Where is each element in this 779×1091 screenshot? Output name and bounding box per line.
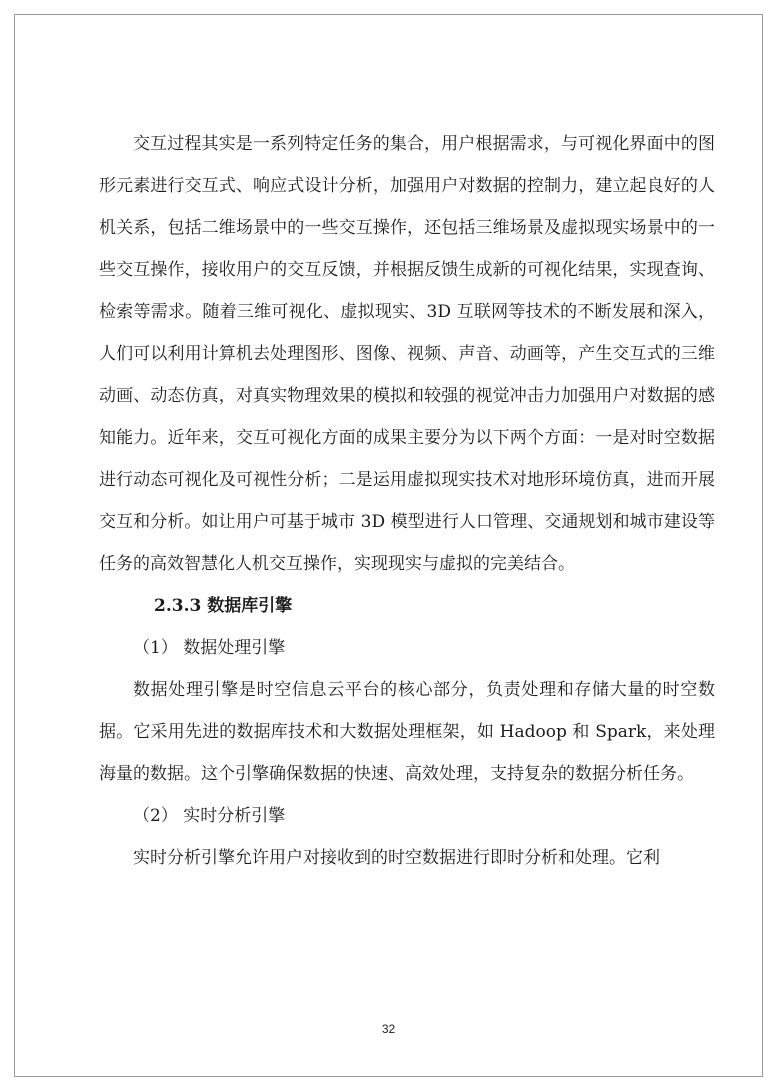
section-heading: 2.3.3 数据库引擎	[154, 596, 293, 616]
paragraph-realtime-analysis: 实时分析引擎允许用户对接收到的时空数据进行即时分析和处理。它利	[133, 848, 660, 868]
document-page	[14, 14, 763, 1077]
page-content	[99, 123, 715, 879]
paragraph-interaction: 交互过程其实是一系列特定任务的集合，用户根据需求，与可视化界面中的图形元素进行交互式、响应式设计分析，加强用户对数据的控制力，建立起良好的人机关系，包括二维场景中的一些交互操作，还包括三维场景及虚拟现实场景中的一些交互操作，接收用户的交互反馈，并根据反馈生成新的可视化结果，实现查询、检索等需求。随着三维可视化、虚拟现实、3D 互联网等技术的不断发展和深入，人们可以利用计算机去处理图形、图像、视频、声音、动画等，产生交互式的三维动画、动态仿真，对真实物理效果的模拟和较强的视觉冲击力加强用户对数据的感知能力。近年来，交互可视化方面的成果主要分为以下两个方面：一是对时空数据进行动态可视化及可视性分析；二是运用虚拟现实技术对地形环境仿真，进而开展交互和分析。如让用户可基于城市 3D 模型进行人口管理、交通规划和城市建设等任务的高效智慧化人机交互操作，实现现实与虚拟的完美结合。	[99, 134, 715, 574]
subheading-data-processing: （1） 数据处理引擎	[133, 638, 286, 658]
subheading-realtime-analysis: （2） 实时分析引擎	[133, 806, 286, 826]
paragraph-data-processing: 数据处理引擎是时空信息云平台的核心部分，负责处理和存储大量的时空数据。它采用先进的数据库技术和大数据处理框架，如 Hadoop 和 Spark，来处理海量的数据。这个引擎确保数据的快速、高效处理，支持复杂的数据分析任务。	[99, 680, 715, 784]
page-number: 32	[381, 1022, 396, 1036]
